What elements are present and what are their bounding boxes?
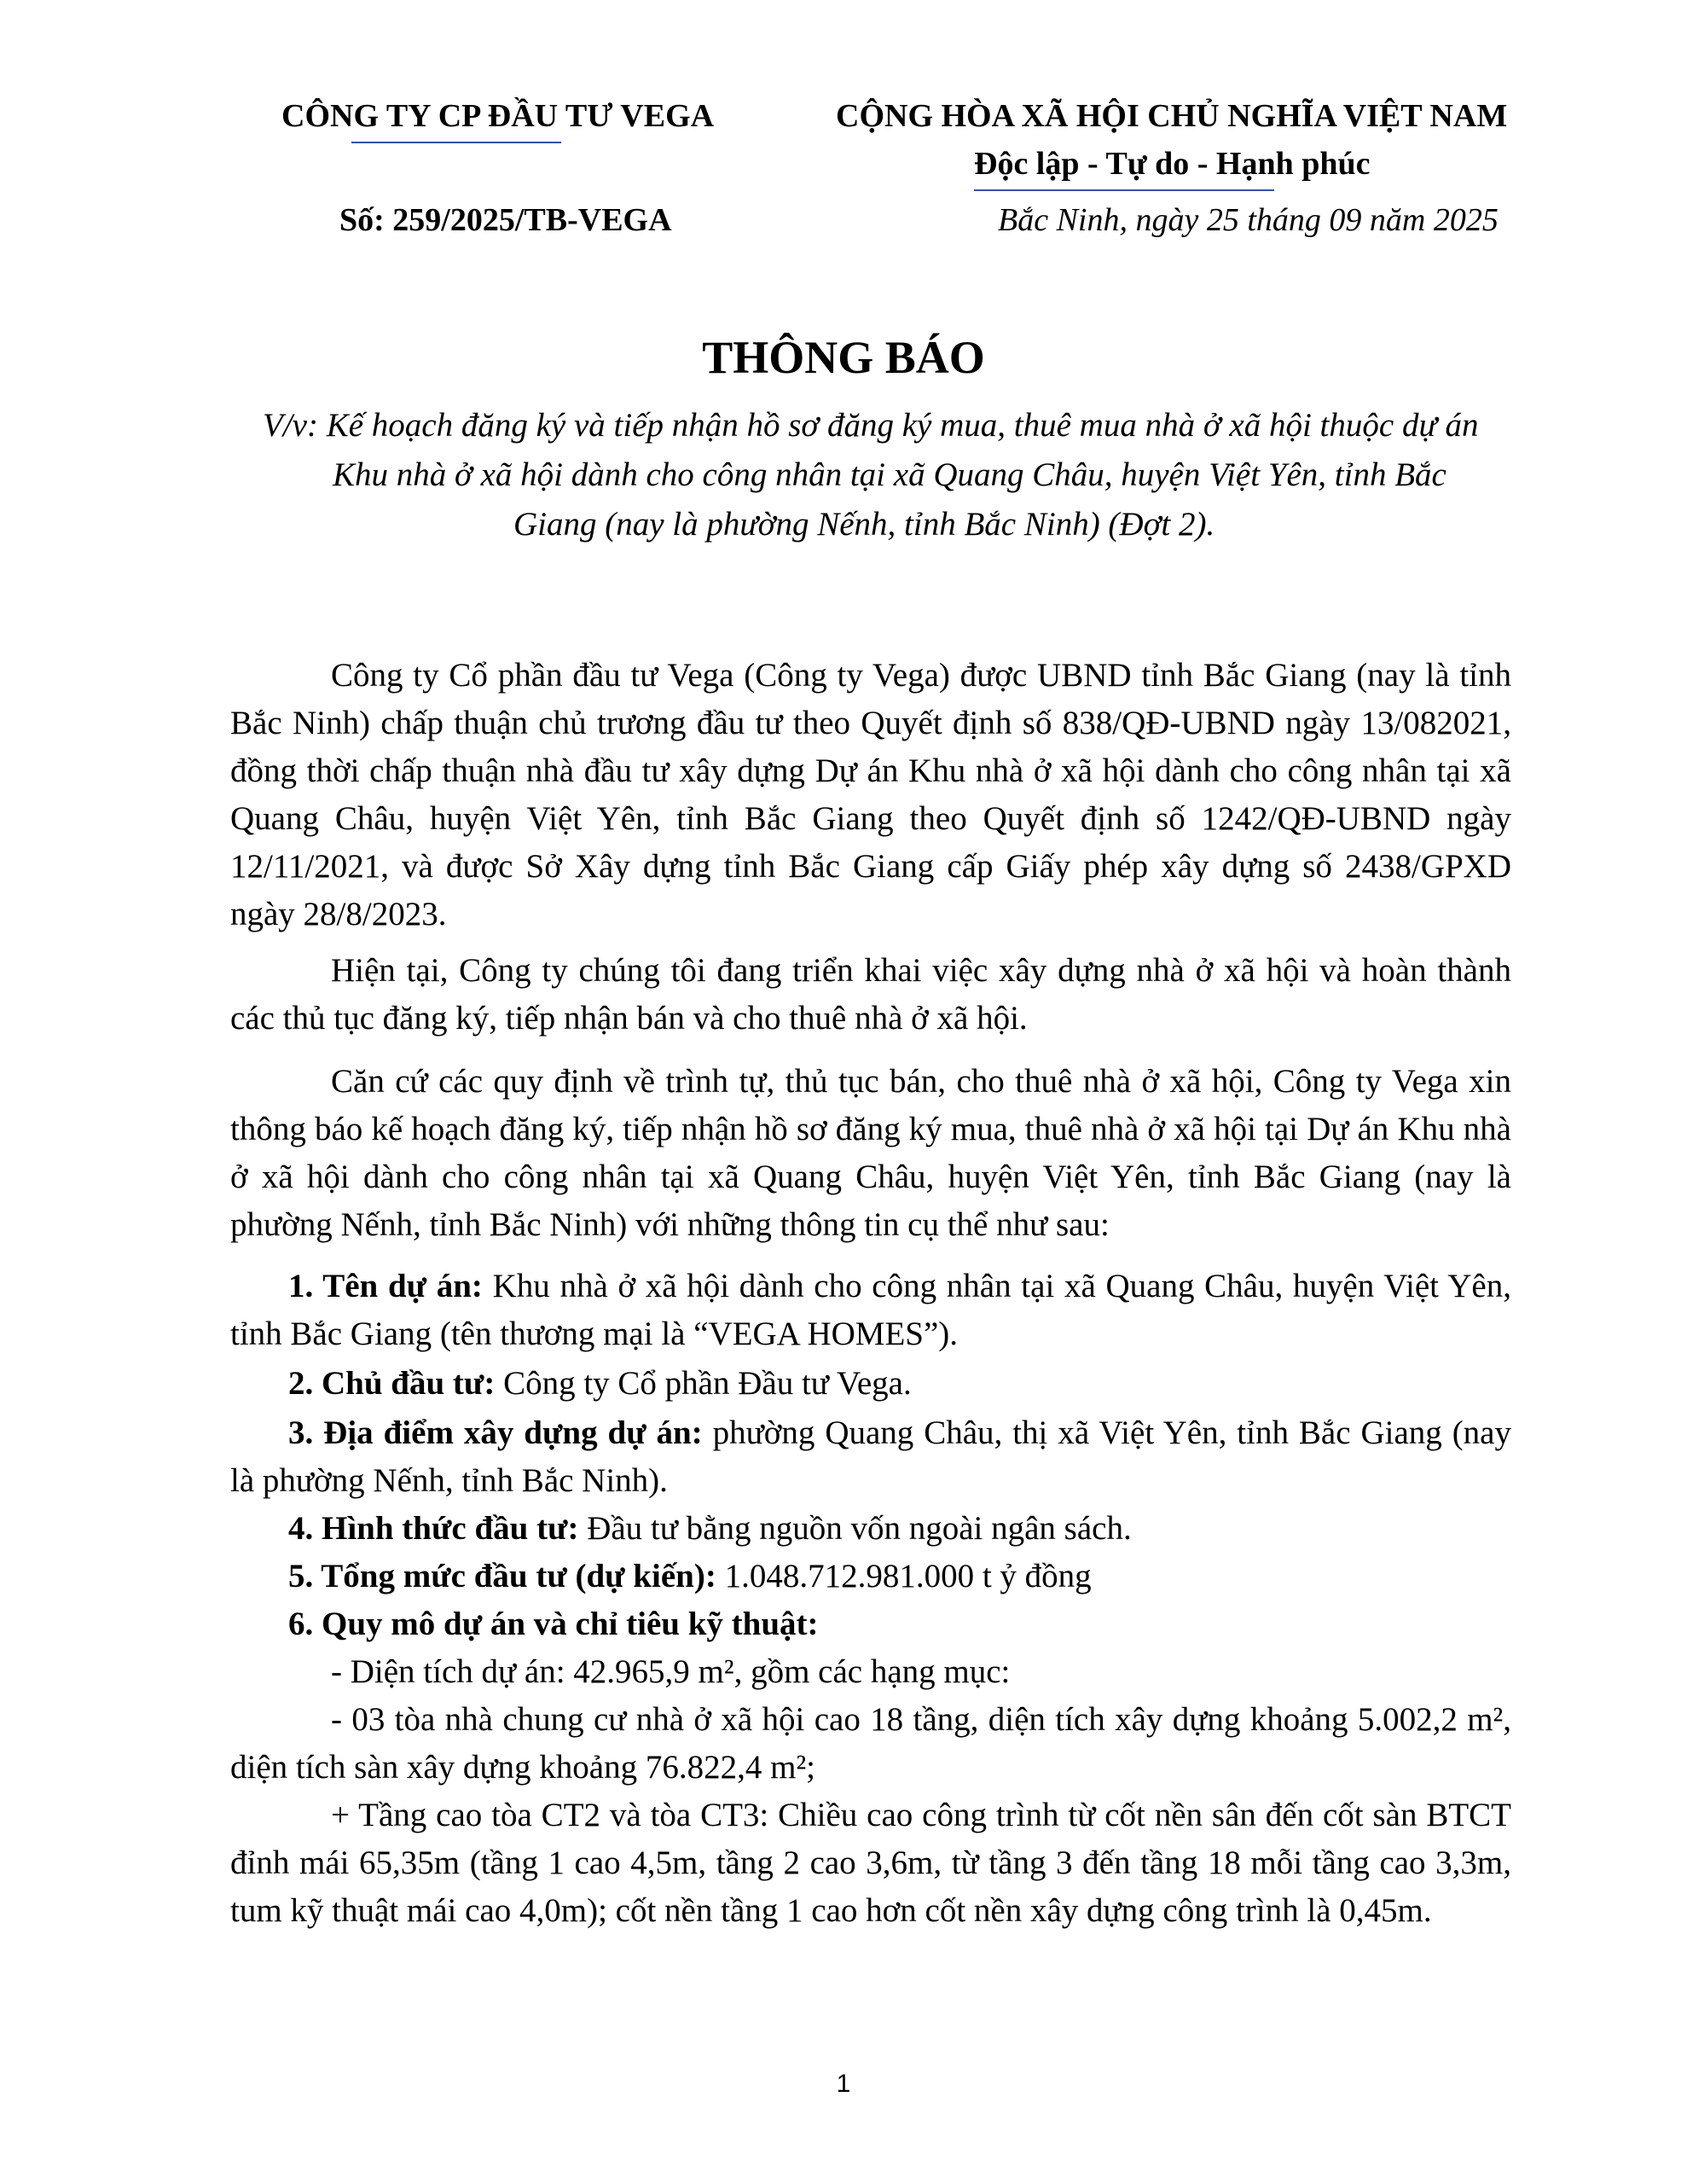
subject-line-1: V/v: Kế hoạch đăng ký và tiếp nhận hồ sơ đăng ký mua, thuê mua nhà ở xã hội thuộc dự án <box>263 407 1479 444</box>
subject-line-2: Khu nhà ở xã hội dành cho công nhân tại xã Quang Châu, huyện Việt Yên, tỉnh Bắc <box>333 456 1446 493</box>
item-text: phường Quang Châu, thị xã Việt Yên, tỉnh Bắc Giang (nay là phường Nếnh, tỉnh Bắc Ninh). <box>230 1414 1511 1499</box>
item-text: 1.048.712.981.000 t ỷ đồng <box>716 1558 1092 1594</box>
detail-heights: + Tầng cao tòa CT2 và tòa CT3: Chiều cao công trình từ cốt nền sân đến cốt sàn BTCT đỉnh mái 65,35m (tầng 1 cao 4,5m, tầng 2 cao 3,6m, từ tầng 3 đến tầng 18 mỗi tầng cao 3,3m, tum kỹ thuật mái cao 4,0m); cốt nền tầng 1 cao hơn cốt nền xây dựng công trình là 0,45m. <box>230 1797 1511 1929</box>
republic-heading: CỘNG HÒA XÃ HỘI CHỦ NGHĨA VIỆT NAM <box>836 98 1508 134</box>
item-label: 3. Địa điểm xây dựng dự án: <box>288 1414 703 1451</box>
item-label: 6. Quy mô dự án và chỉ tiêu kỹ thuật: <box>288 1606 819 1642</box>
company-underline <box>351 142 561 143</box>
item-text: Đầu tư bằng nguồn vốn ngoài ngân sách. <box>578 1510 1132 1547</box>
item-investment-form <box>230 1505 1511 1553</box>
document-number: Số: 259/2025/TB-VEGA <box>339 202 672 238</box>
motto-underline <box>974 189 1274 191</box>
detail-area: - Diện tích dự án: 42.965,9 m², gồm các hạng mục: <box>331 1653 1011 1690</box>
national-motto: Độc lập - Tự do - Hạnh phúc <box>974 146 1371 182</box>
subject-line-3: Giang (nay là phường Nếnh, tỉnh Bắc Ninh) (Đợt 2). <box>513 506 1215 543</box>
item-investor <box>230 1360 1511 1408</box>
paragraph-status: Hiện tại, Công ty chúng tôi đang triển khai việc xây dựng nhà ở xã hội và hoàn thành các thủ tục đăng ký, tiếp nhận bán và cho thuê nhà ở xã hội. <box>230 952 1511 1037</box>
page-number: 1 <box>836 2070 851 2098</box>
item-label: 2. Chủ đầu tư: <box>288 1365 496 1402</box>
item-total-investment <box>230 1553 1511 1600</box>
item-location <box>230 1409 1511 1505</box>
item-scale <box>230 1600 1511 1648</box>
item-text: Công ty Cổ phần Đầu tư Vega. <box>495 1365 912 1402</box>
detail-buildings: - 03 tòa nhà chung cư nhà ở xã hội cao 18 tầng, diện tích xây dựng khoảng 5.002,2 m², diện tích sàn xây dựng khoảng 76.822,4 m²; <box>230 1701 1511 1786</box>
document-date: Bắc Ninh, ngày 25 tháng 09 năm 2025 <box>998 202 1499 238</box>
item-label: 5. Tổng mức đầu tư (dự kiến): <box>288 1558 716 1594</box>
item-label: 1. Tên dự án: <box>288 1268 483 1304</box>
item-label: 4. Hình thức đầu tư: <box>288 1510 579 1547</box>
company-name: CÔNG TY CP ĐẦU TƯ VEGA <box>281 98 715 134</box>
paragraph-basis: Căn cứ các quy định về trình tự, thủ tục bán, cho thuê nhà ở xã hội, Công ty Vega xin thông báo kế hoạch đăng ký, tiếp nhận hồ sơ đăng ký mua, thuê nhà ở xã hội tại Dự án Khu nhà ở xã hội dành cho công nhân tại xã Quang Châu, huyện Việt Yên, tỉnh Bắc Giang (nay là phường Nếnh, tỉnh Bắc Ninh) với những thông tin cụ thể như sau: <box>230 1063 1511 1243</box>
item-project-name <box>230 1263 1511 1358</box>
paragraph-intro: Công ty Cổ phần đầu tư Vega (Công ty Vega) được UBND tỉnh Bắc Giang (nay là tỉnh Bắc Ninh) chấp thuận chủ trương đầu tư theo Quyết định số 838/QĐ-UBND ngày 13/082021, đồng thời chấp thuận nhà đầu tư xây dựng Dự án Khu nhà ở xã hội dành cho công nhân tại xã Quang Châu, huyện Việt Yên, tỉnh Bắc Giang theo Quyết định số 1242/QĐ-UBND ngày 12/11/2021, và được Sở Xây dựng tỉnh Bắc Giang cấp Giấy phép xây dựng số 2438/GPXD ngày 28/8/2023. <box>230 657 1511 932</box>
document-title: THÔNG BÁO <box>702 332 985 383</box>
item-text: Khu nhà ở xã hội dành cho công nhân tại xã Quang Châu, huyện Việt Yên, tỉnh Bắc Giang (tên thương mại là “VEGA HOMES”). <box>230 1268 1511 1352</box>
